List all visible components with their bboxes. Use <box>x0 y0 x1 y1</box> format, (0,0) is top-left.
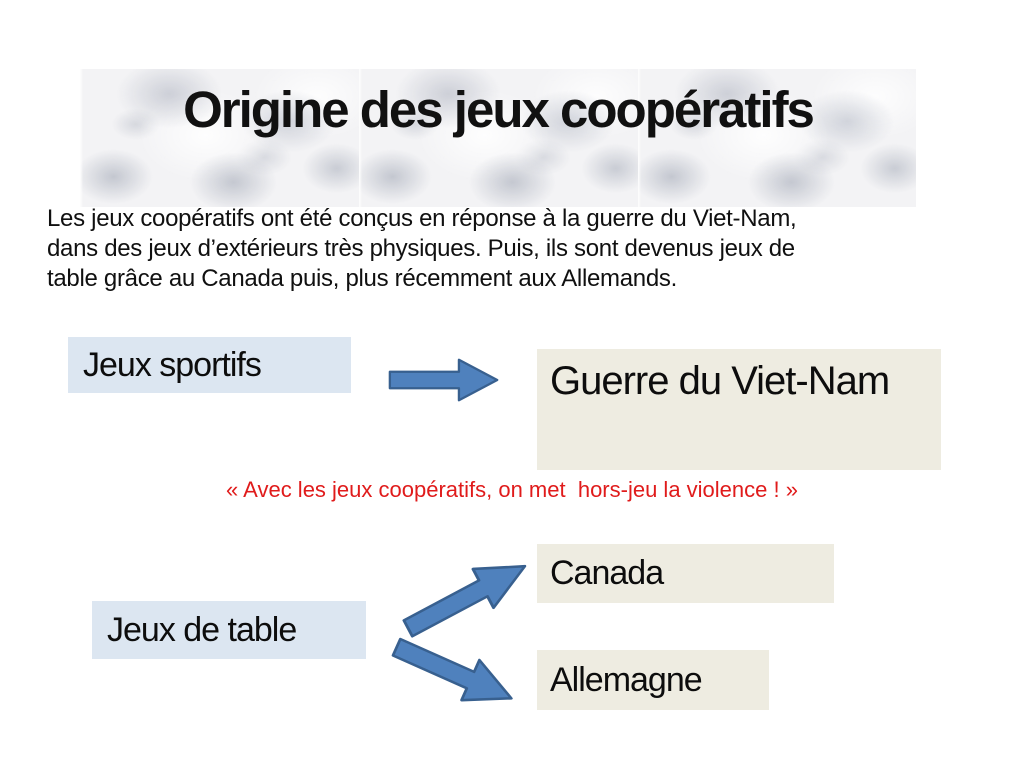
slide-title: Origine des jeux coopératifs <box>183 81 813 138</box>
intro-paragraph <box>47 204 987 294</box>
intro-line: dans des jeux d’extérieurs très physiques. Puis, ils sont devenus jeux de <box>47 235 795 262</box>
box-jeux-de-table: Jeux de table <box>92 601 366 659</box>
right-arrow-shape <box>390 360 497 400</box>
title-banner marble-texture <box>80 69 916 207</box>
box-jeux-sportifs: Jeux sportifs <box>68 337 351 393</box>
box-guerre-du-viet-nam: Guerre du Viet-Nam <box>537 349 941 470</box>
down-right-arrow-icon <box>384 624 524 723</box>
quote-text: « Avec les jeux coopératifs, on met hors-jeu la violence ! » <box>226 477 798 502</box>
intro-line: table grâce au Canada puis, plus récemment aux Allemands. <box>47 265 677 292</box>
intro-line: Les jeux coopératifs ont été conçus en réponse à la guerre du Viet-Nam, <box>47 205 797 232</box>
box-canada: Canada <box>537 544 834 603</box>
right-arrow-icon <box>388 357 500 403</box>
box-allemagne: Allemagne <box>537 650 769 710</box>
down-right-arrow-shape <box>388 627 521 718</box>
